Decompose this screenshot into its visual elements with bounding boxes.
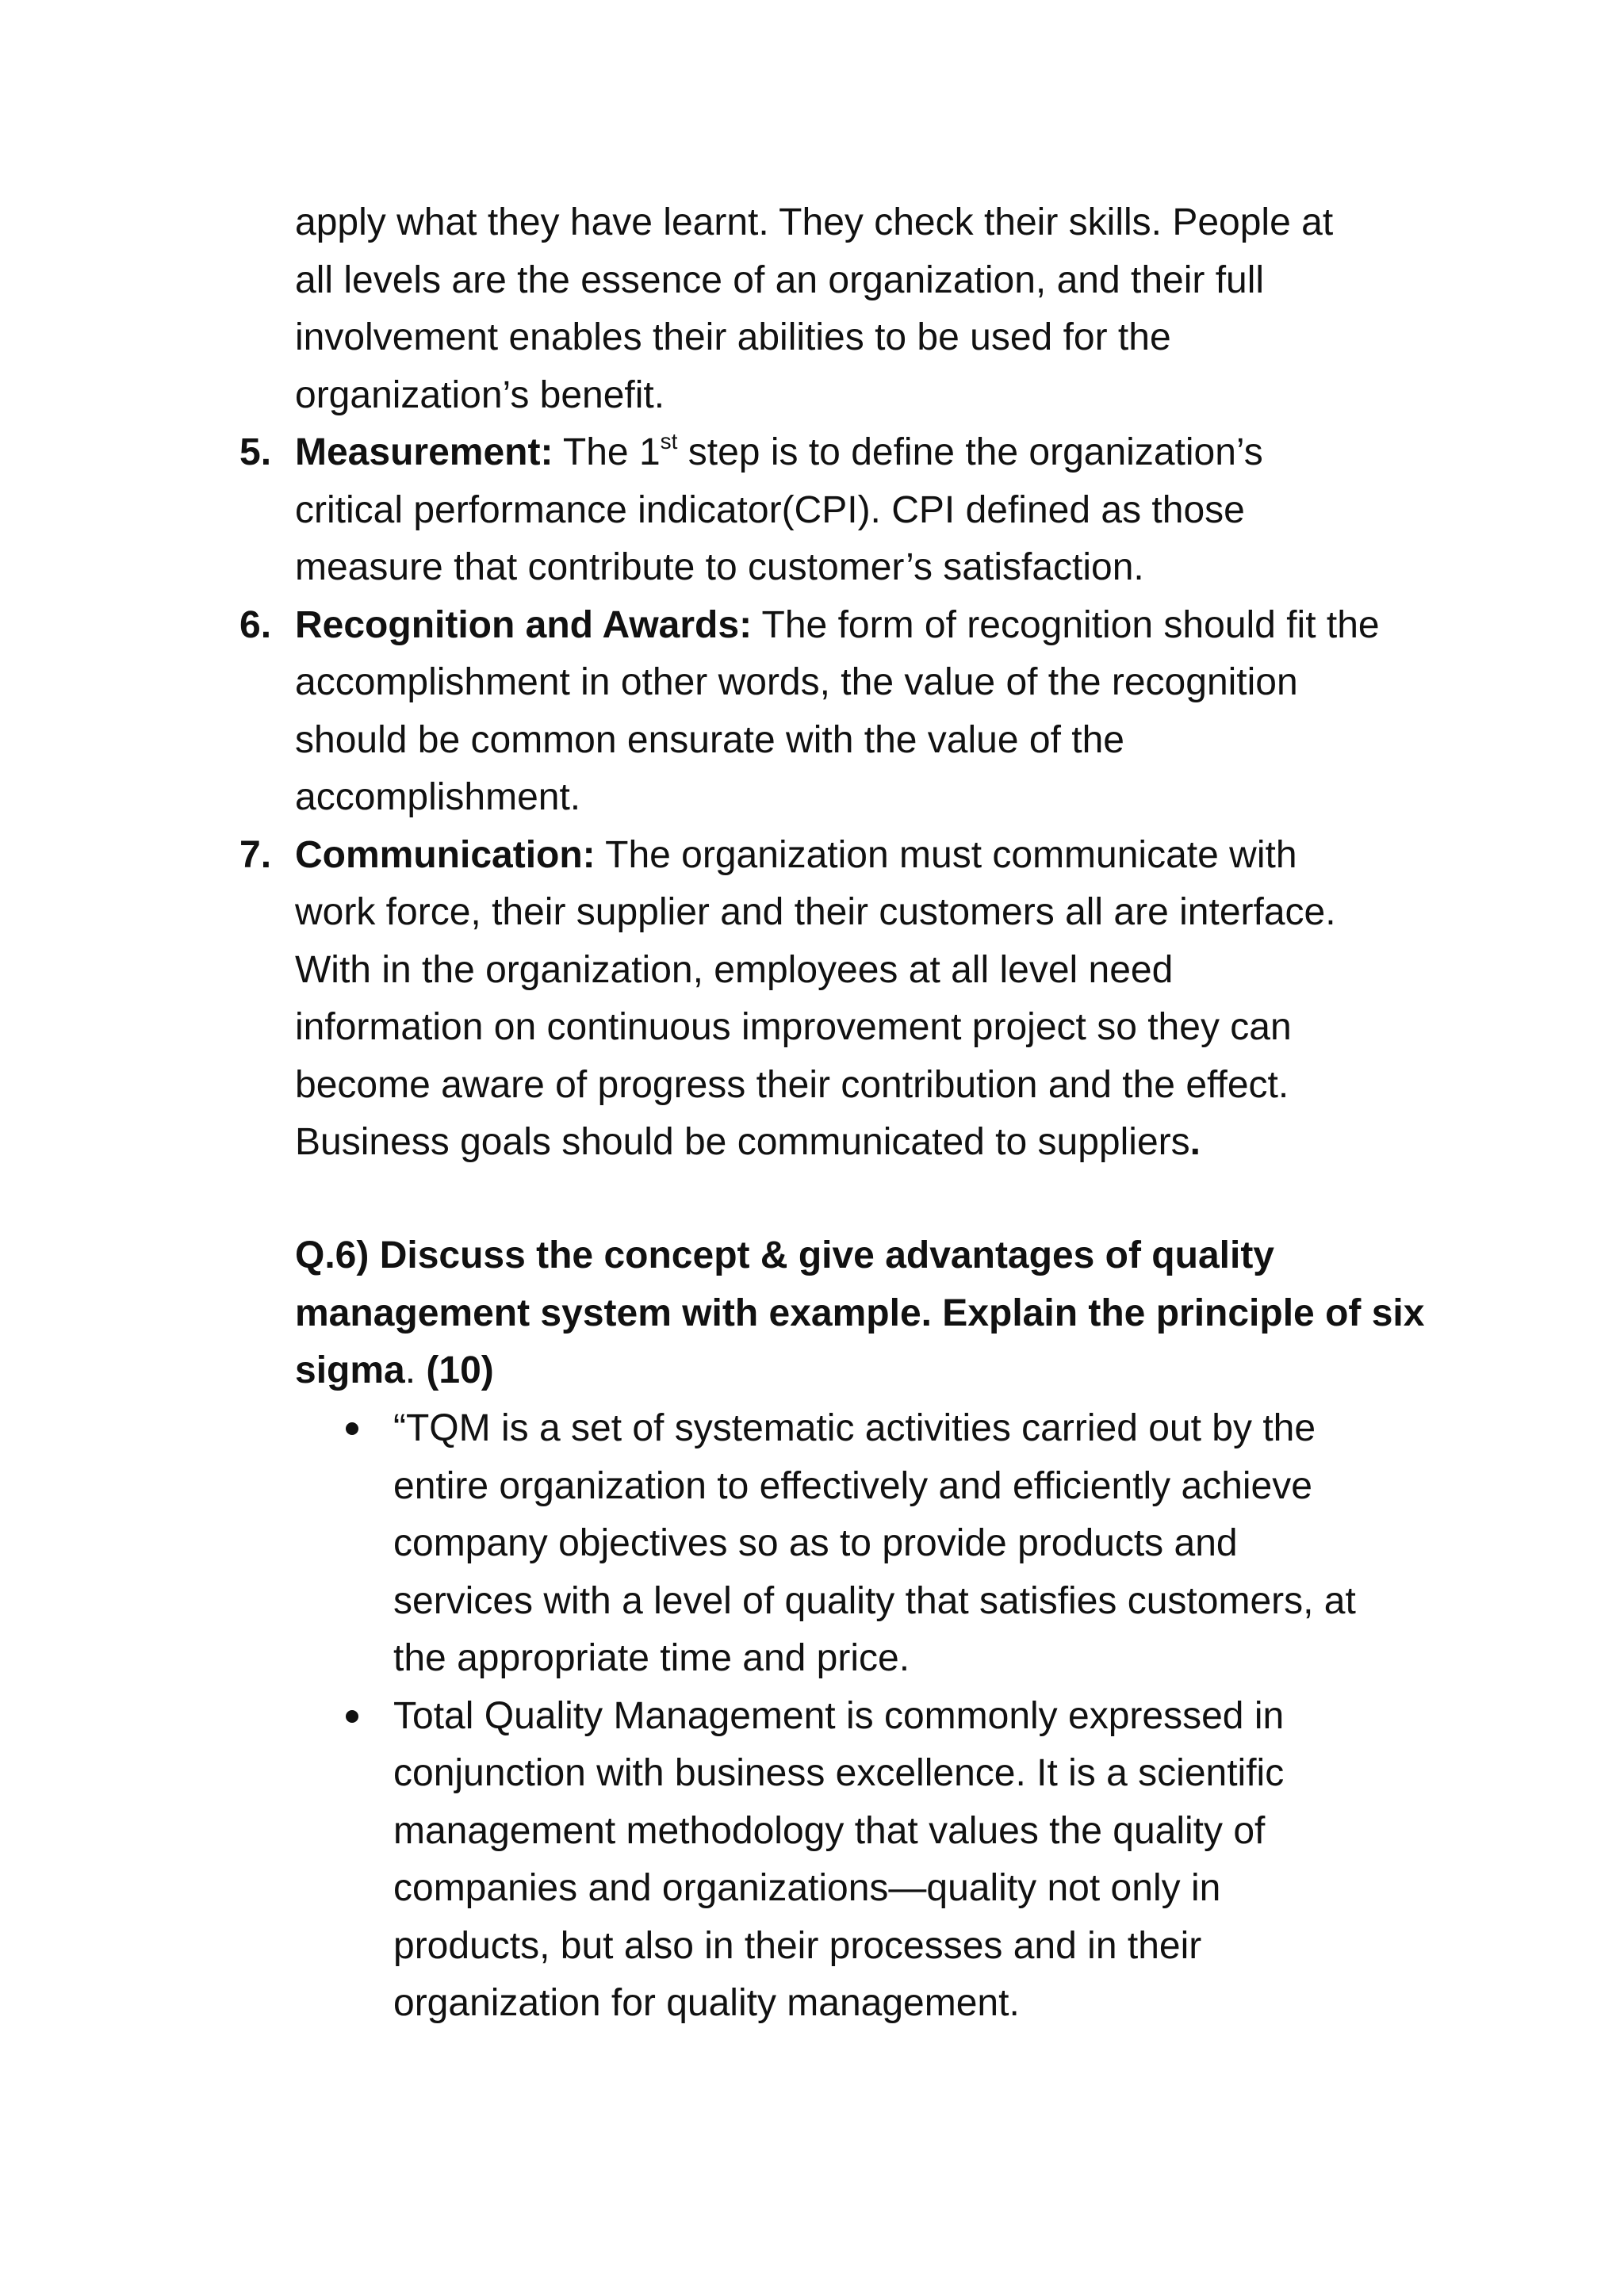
item4-continued-line: apply what they have learnt. They check their skills. People at — [295, 201, 1334, 243]
question-heading — [295, 1227, 1453, 1400]
numbered-list — [239, 194, 1453, 1172]
list-item-measurement — [239, 424, 1453, 482]
bullet-text: “TQM is a set of systematic activities carried out by the — [393, 1407, 1316, 1449]
list-item-line — [295, 1114, 1453, 1172]
list-item-line: work force, their supplier and their customers all are interface. — [295, 891, 1336, 933]
list-item-text: . — [1189, 1121, 1201, 1163]
list-item-line: should be common ensurate with the value of the — [295, 718, 1124, 761]
question-line — [295, 1342, 1453, 1400]
list-item-line: critical performance indicator(CPI). CPI defined as those — [295, 488, 1245, 531]
bullet-item — [393, 1688, 1456, 1746]
bullet-line: management methodology that values the quality of — [393, 1809, 1266, 1852]
list-item-line: information on continuous improvement project so they can — [295, 1006, 1292, 1048]
item4-continued-line: organization’s benefit. — [295, 373, 665, 416]
bullet-line: entire organization to effectively and efficiently achieve — [393, 1464, 1312, 1507]
question-line: Q.6) Discuss the concept & give advantages of quality — [295, 1234, 1274, 1276]
list-item-line: accomplishment in other words, the value of the recognition — [295, 661, 1298, 703]
bullet-text: Total Quality Management is commonly expressed in — [393, 1694, 1285, 1737]
bullet-line: products, but also in their processes and in their — [393, 1924, 1202, 1967]
list-item-term: Communication: — [295, 833, 596, 876]
list-item-term: Measurement: — [295, 431, 553, 473]
list-item-term: Recognition and Awards: — [295, 603, 753, 646]
bullet-line: the appropriate time and price. — [393, 1637, 910, 1679]
item4-continued-line: involvement enables their abilities to be used for the — [295, 316, 1171, 358]
bullet-list — [393, 1400, 1456, 2033]
bullet-line: companies and organizations—quality not only in — [393, 1867, 1221, 1909]
bullet-line: organization for quality management. — [393, 1982, 1020, 2024]
question-text: . — [404, 1349, 427, 1391]
bullet-icon — [346, 1422, 358, 1435]
question-marks: (10) — [426, 1349, 494, 1391]
list-item-text: The 1 — [553, 431, 661, 473]
bullet-icon — [346, 1710, 358, 1723]
bullet-line: company objectives so as to provide products and — [393, 1522, 1238, 1564]
list-item-recognition — [239, 597, 1453, 655]
list-item-line: become aware of progress their contribution and the effect. — [295, 1063, 1289, 1106]
list-item-line: With in the organization, employees at all level need — [295, 948, 1174, 991]
list-number: 7. — [239, 833, 272, 876]
bullet-line: services with a level of quality that satisfies customers, at — [393, 1579, 1356, 1622]
superscript-ordinal: st — [660, 429, 678, 453]
list-item-text: step is to define the organization’s — [677, 431, 1263, 473]
list-item-line: measure that contribute to customer’s satisfaction. — [295, 546, 1144, 588]
item4-continued-line: all levels are the essence of an organization, and their full — [295, 258, 1265, 301]
list-item-text: Business goals should be communicated to suppliers — [295, 1121, 1190, 1163]
list-number: 5. — [239, 431, 272, 473]
bullet-line: conjunction with business excellence. It is a scientific — [393, 1752, 1285, 1794]
list-number: 6. — [239, 603, 272, 646]
list-item-communication — [239, 827, 1453, 885]
question-line: management system with example. Explain the principle of six — [295, 1292, 1425, 1334]
list-item-text: The organization must communicate with — [595, 833, 1297, 876]
list-item-line: accomplishment. — [295, 776, 581, 818]
bullet-item — [393, 1400, 1456, 1458]
question-text: sigma — [295, 1349, 405, 1391]
list-item-text: The form of recognition should fit the — [752, 603, 1380, 646]
